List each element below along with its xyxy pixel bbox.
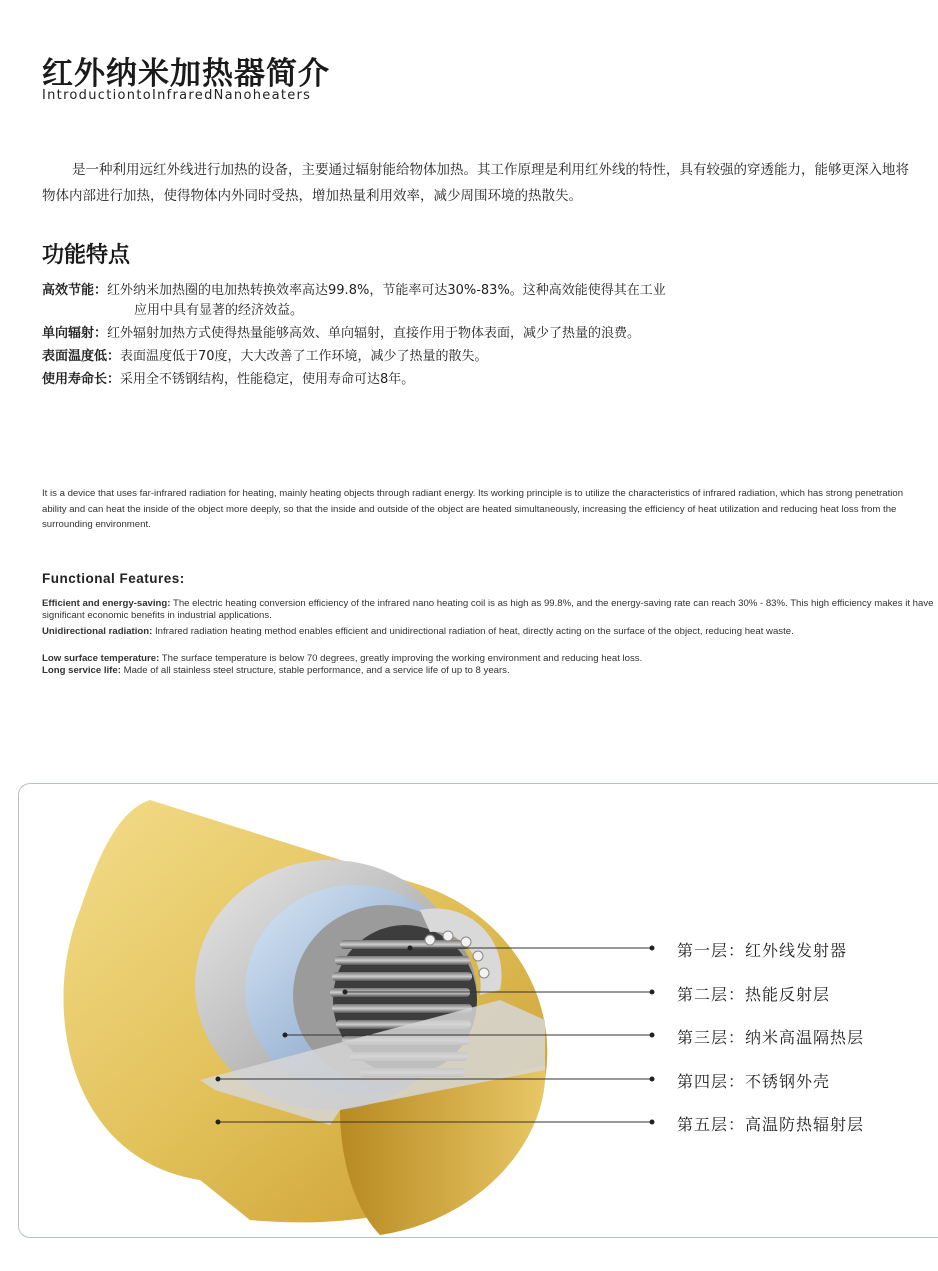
feature-text: The surface temperature is below 70 degrees, greatly improving the working environment and reducing heat loss. xyxy=(159,653,643,664)
feature-item-en xyxy=(42,665,934,677)
feature-text-continued: 应用中具有显著的经济效益。 xyxy=(134,303,304,318)
layer-label-5: 第五层：高温防热辐射层 xyxy=(677,1115,865,1134)
layer-label-2: 第二层：热能反射层 xyxy=(677,985,831,1004)
feature-text: 采用全不锈钢结构，性能稳定，使用寿命可达8年。 xyxy=(120,372,415,387)
intro-paragraph-en: It is a device that uses far-infrared radiation for heating, mainly heating objects through radiant energy. Its working principle is to utilize the characteristics of infrared radiation, which has strong penetration ability and can heat the inside of the object more deeply, so that the inside and outside of the object are heated simultaneously, increasing the efficiency of heat utilization and reducing heat loss from the surrounding environment. xyxy=(42,488,904,530)
feature-label: Low surface temperature: xyxy=(42,653,160,664)
layer-label-1: 第一层：红外线发射器 xyxy=(677,941,848,960)
feature-label: Unidirectional radiation: xyxy=(42,626,153,637)
feature-item-en xyxy=(42,653,934,665)
feature-text: Made of all stainless steel structure, stable performance, and a service life of up to 8 years. xyxy=(120,665,510,676)
feature-item-zh xyxy=(42,281,802,321)
feature-label: 使用寿命长： xyxy=(42,372,121,387)
feature-text: 红外纳米加热圈的电加热转换效率高达99.8%，节能率可达30%-83%。这种高效能使得其在工业 xyxy=(107,283,666,298)
features-heading-en: Functional Features: xyxy=(42,571,185,586)
layer-label-3: 第三层：纳米高温隔热层 xyxy=(677,1028,865,1047)
feature-label: 单向辐射： xyxy=(42,326,108,341)
feature-item-zh xyxy=(42,370,802,390)
feature-text: 表面温度低于70度，大大改善了工作环境，减少了热量的散失。 xyxy=(120,349,488,364)
feature-item-en xyxy=(42,626,934,638)
feature-label: Long service life: xyxy=(42,665,121,676)
feature-item-zh xyxy=(42,347,802,367)
feature-text: Infrared radiation heating method enables efficient and unidirectional radiation of heat, directly acting on the surface of the object, reducing heat waste. xyxy=(152,626,794,637)
feature-text: The electric heating conversion efficiency of the infrared nano heating coil is as high as 99.8%, and the energy-saving rate can reach 30% - 83%. This high efficiency makes it have significant economic benefits in industrial applications. xyxy=(42,598,934,621)
features-heading-zh: 功能特点 xyxy=(42,243,131,268)
feature-label: Efficient and energy-saving: xyxy=(42,598,171,609)
feature-text: 红外辐射加热方式使得热量能够高效、单向辐射，直接作用于物体表面，减少了热量的浪费。 xyxy=(107,326,641,341)
page-title-zh: 红外纳米加热器简介 xyxy=(42,56,330,92)
feature-item-en xyxy=(42,598,934,622)
page-title-en: IntroductiontoInfraredNanoheaters xyxy=(42,88,312,103)
intro-paragraph-zh: 是一种利用远红外线进行加热的设备，主要通过辐射能给物体加热。其工作原理是利用红外线的特性，具有较强的穿透能力，能够更深入地将物体内部进行加热，使得物体内外同时受热，增加热量利用效率，减少周围环境的热散失。 xyxy=(42,162,909,204)
feature-item-zh xyxy=(42,324,802,344)
heater-cross-section-illustration xyxy=(0,780,938,1250)
feature-label: 高效节能： xyxy=(42,283,108,298)
layer-label-4: 第四层：不锈钢外壳 xyxy=(677,1072,831,1091)
feature-label: 表面温度低： xyxy=(42,349,121,364)
